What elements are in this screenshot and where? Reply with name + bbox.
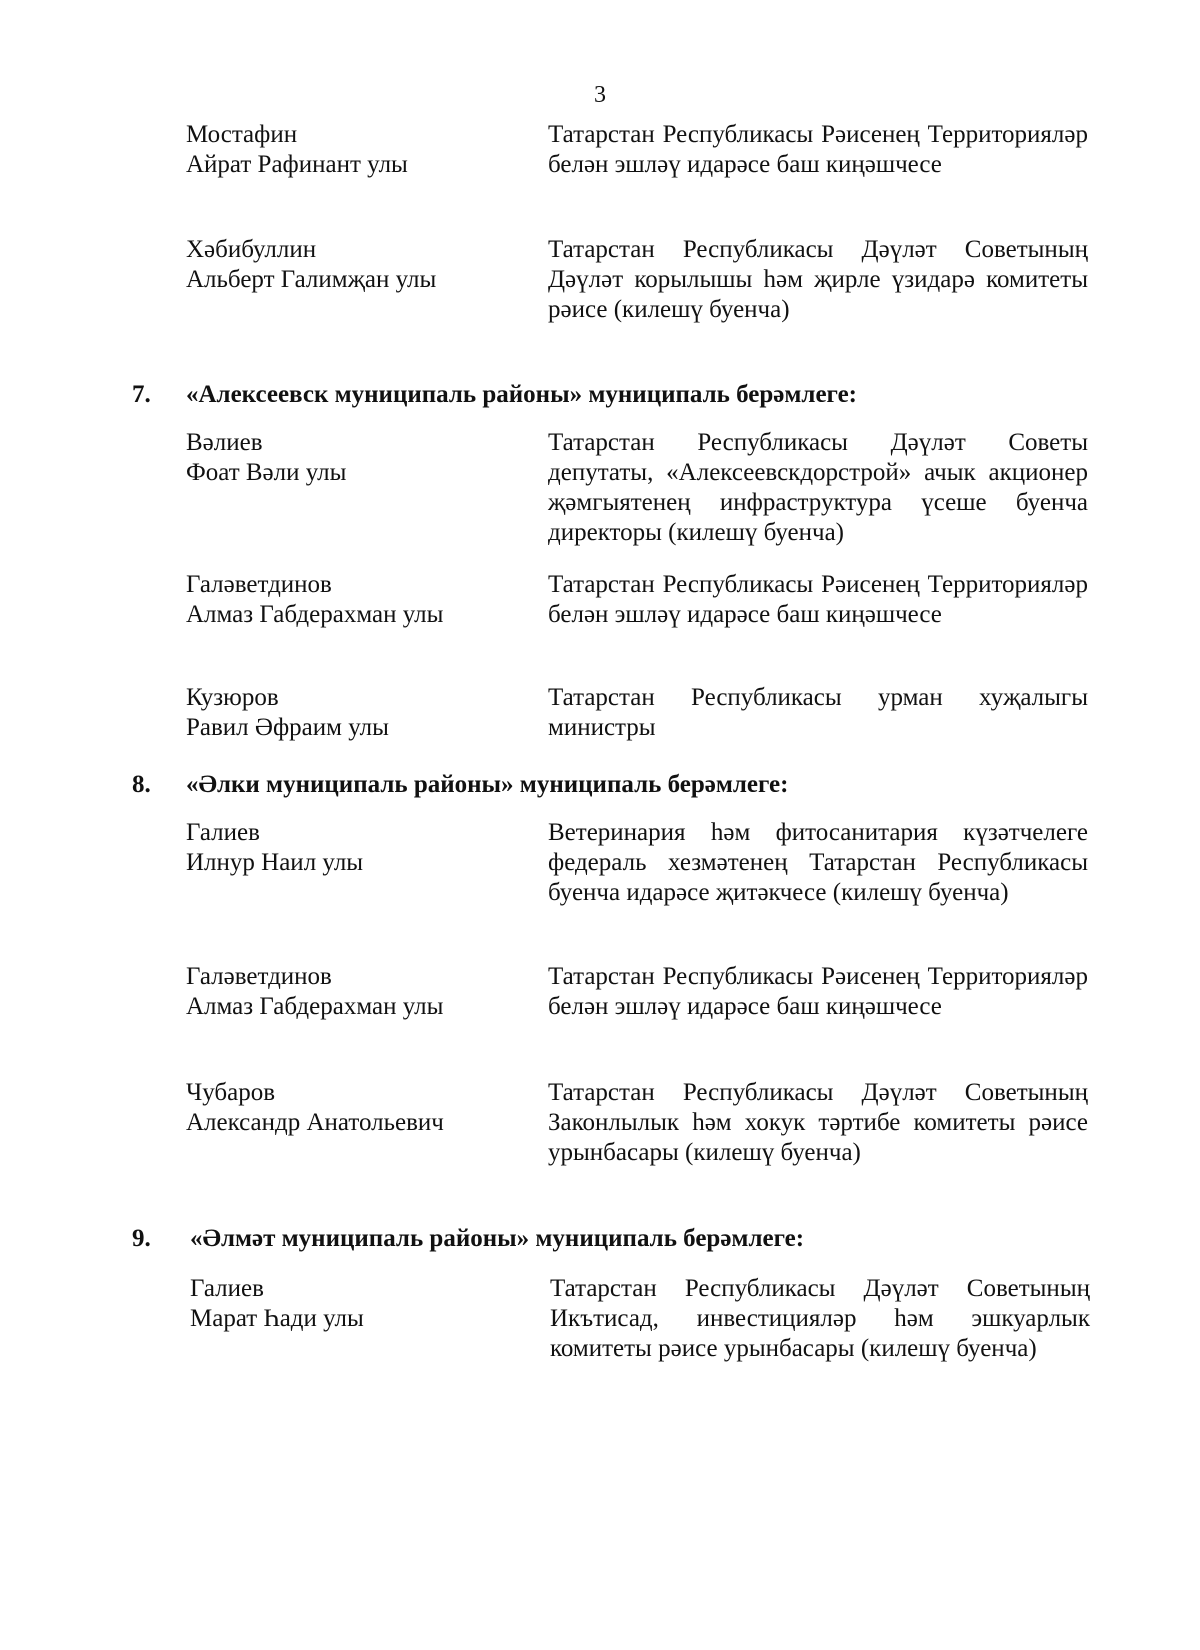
section-title: «Әлмәт муниципаль районы» муниципаль берәмлеге: bbox=[190, 1225, 805, 1252]
person-given-name: Алмаз Габдерахман улы bbox=[186, 601, 444, 628]
person-name bbox=[190, 1274, 530, 1334]
person-surname: Галәветдинов bbox=[186, 571, 332, 598]
person-role: Татарстан Республикасы Рәисенең Территорияләр белән эшләү идарәсе баш киңәшчесе bbox=[548, 963, 1088, 1020]
person-surname: Мостафин bbox=[186, 121, 298, 148]
person-role: Татарстан Республикасы Рәисенең Территорияләр белән эшләү идарәсе баш киңәшчесе bbox=[548, 571, 1088, 628]
person-name bbox=[186, 235, 526, 295]
person-given-name: Айрат Рафинант улы bbox=[186, 151, 408, 178]
person-name bbox=[186, 570, 526, 630]
person-role: Татарстан Республикасы Рәисенең Территорияләр белән эшләү идарәсе баш киңәшчесе bbox=[548, 121, 1088, 178]
section-number: 9. bbox=[132, 1225, 151, 1252]
person-given-name: Альберт Галимҗан улы bbox=[186, 266, 437, 293]
section-number: 8. bbox=[132, 771, 151, 798]
person-given-name: Илнур Наил улы bbox=[186, 849, 364, 876]
person-given-name: Равил Әфраим улы bbox=[186, 714, 389, 741]
person-name bbox=[186, 120, 526, 180]
person-name bbox=[186, 962, 526, 1022]
person-role: Татарстан Республикасы Дәүләт Советының Законлылык һәм хокук тәртибе комитеты рәисе урынбасары (килешү буенча) bbox=[548, 1079, 1088, 1166]
person-surname: Чубаров bbox=[186, 1079, 276, 1106]
person-role: Татарстан Республикасы урман хуҗалыгы министры bbox=[548, 684, 1088, 741]
person-name bbox=[186, 683, 526, 743]
person-surname: Кузюров bbox=[186, 684, 279, 711]
section-number: 7. bbox=[132, 381, 151, 408]
person-name bbox=[186, 1078, 526, 1138]
page-number: 3 bbox=[594, 82, 606, 108]
person-name bbox=[186, 818, 526, 878]
person-surname: Вәлиев bbox=[186, 429, 263, 456]
person-surname: Галиев bbox=[186, 819, 260, 846]
person-given-name: Алмаз Габдерахман улы bbox=[186, 993, 444, 1020]
person-role: Татарстан Республикасы Дәүләт Советының Икътисад, инвестицияләр һәм эшкуарлык комитеты рәисе урынбасары (килешү буенча) bbox=[550, 1275, 1090, 1362]
person-given-name: Марат Һади улы bbox=[190, 1305, 364, 1332]
person-given-name: Александр Анатольевич bbox=[186, 1109, 444, 1136]
person-surname: Галәветдинов bbox=[186, 963, 332, 990]
person-surname: Хәбибуллин bbox=[186, 236, 317, 263]
person-role: Татарстан Республикасы Дәүләт Советы депутаты, «Алексеевскдорстрой» ачык акционер җәмгыятенең инфраструктура үсеше буенча директоры (килешү буенча) bbox=[548, 429, 1088, 546]
person-surname: Галиев bbox=[190, 1275, 264, 1302]
person-name bbox=[186, 428, 526, 488]
section-title: «Әлки муниципаль районы» муниципаль берәмлеге: bbox=[186, 771, 789, 798]
person-role: Татарстан Республикасы Дәүләт Советының Дәүләт корылышы һәм җирле үзидарә комитеты рәисе (килешү буенча) bbox=[548, 236, 1088, 323]
person-given-name: Фоат Вәли улы bbox=[186, 459, 347, 486]
section-title: «Алексеевск муниципаль районы» муниципаль берәмлеге: bbox=[186, 381, 857, 408]
person-role: Ветеринария һәм фитосанитария күзәтчелеге федераль хезмәтенең Татарстан Республикасы буенча идарәсе җитәкчесе (килешү буенча) bbox=[548, 819, 1088, 906]
